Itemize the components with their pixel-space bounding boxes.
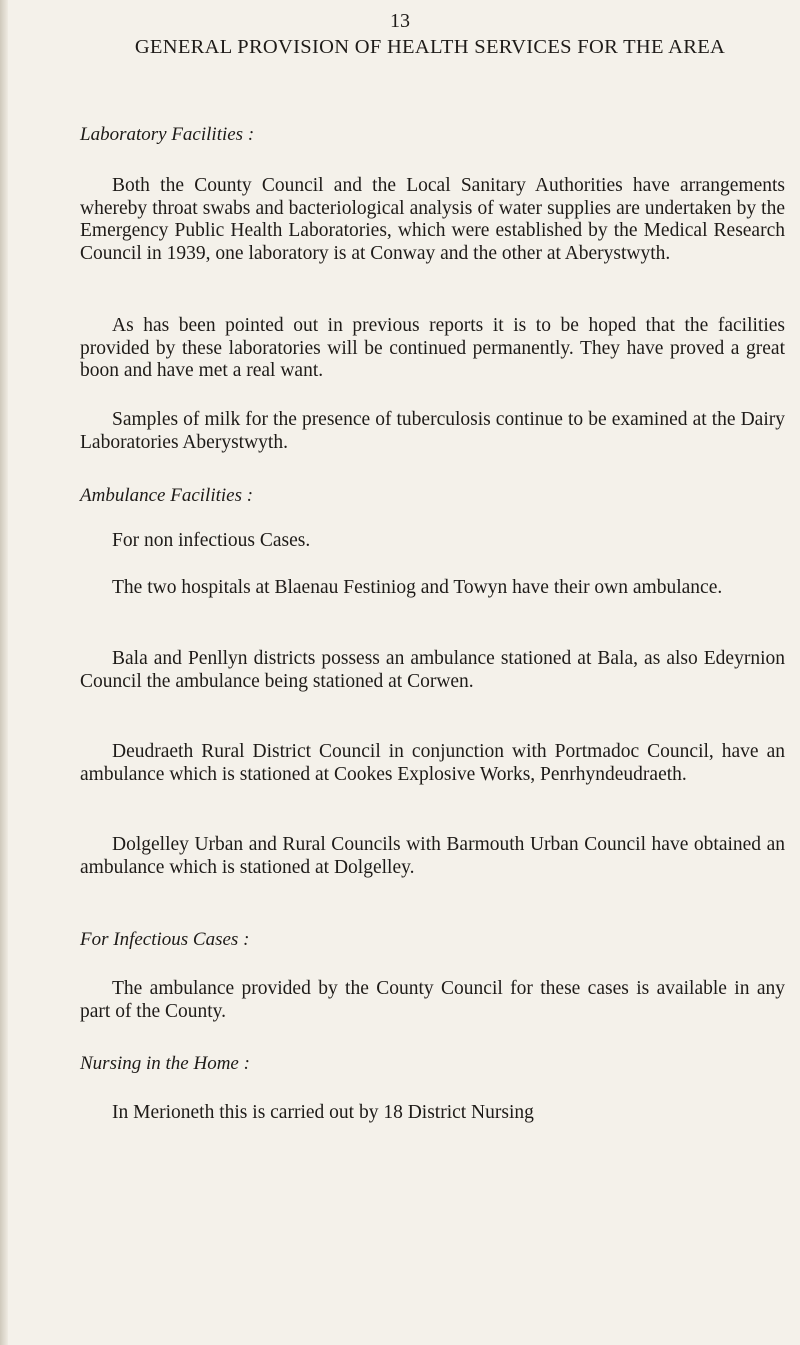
nursing-paragraph-1: In Merioneth this is carried out by 18 District Nursing (112, 1102, 534, 1123)
laboratory-heading: Laboratory Facilities : (80, 124, 255, 145)
laboratory-paragraph-2: As has been pointed out in previous reports it is to be hoped that the facilities provided by these laboratories will be continued permanently. They have proved a great boon and have met a real want. (80, 315, 785, 381)
ambulance-heading: Ambulance Facilities : (80, 485, 254, 506)
page-number: 13 (390, 10, 410, 32)
infectious-paragraph-1: The ambulance provided by the County Council for these cases is available in any part of the County. (80, 978, 785, 1022)
ambulance-subheading: For non infectious Cases. (112, 530, 311, 551)
ambulance-paragraph-3: Deudraeth Rural District Council in conjunction with Portmadoc Council, have an ambulance which is stationed at Cookes Explosive Works, Penrhyndeudraeth. (80, 741, 785, 785)
laboratory-paragraph-3: Samples of milk for the presence of tuberculosis continue to be examined at the Dairy Laboratories Aberystwyth. (80, 409, 785, 453)
page-binding-edge (0, 0, 8, 1345)
page-title: GENERAL PROVISION OF HEALTH SERVICES FOR THE AREA (134, 36, 726, 58)
nursing-heading: Nursing in the Home : (80, 1053, 250, 1074)
infectious-heading: For Infectious Cases : (80, 929, 250, 950)
laboratory-paragraph-1: Both the County Council and the Local Sanitary Authorities have arrangements whereby throat swabs and bacteriological analysis of water supplies are undertaken by the Emergency Public Health Laboratories, which were established by the Medical Research Council in 1939, one laboratory is at Conway and the other at Aberystwyth. (80, 175, 785, 264)
ambulance-paragraph-2: Bala and Penllyn districts possess an ambulance stationed at Bala, as also Edeyrnion Council the ambulance being stationed at Corwen. (80, 648, 785, 692)
ambulance-paragraph-1: The two hospitals at Blaenau Festiniog and Towyn have their own ambulance. (112, 577, 723, 598)
ambulance-paragraph-4: Dolgelley Urban and Rural Councils with Barmouth Urban Council have obtained an ambulance which is stationed at Dolgelley. (80, 834, 785, 878)
